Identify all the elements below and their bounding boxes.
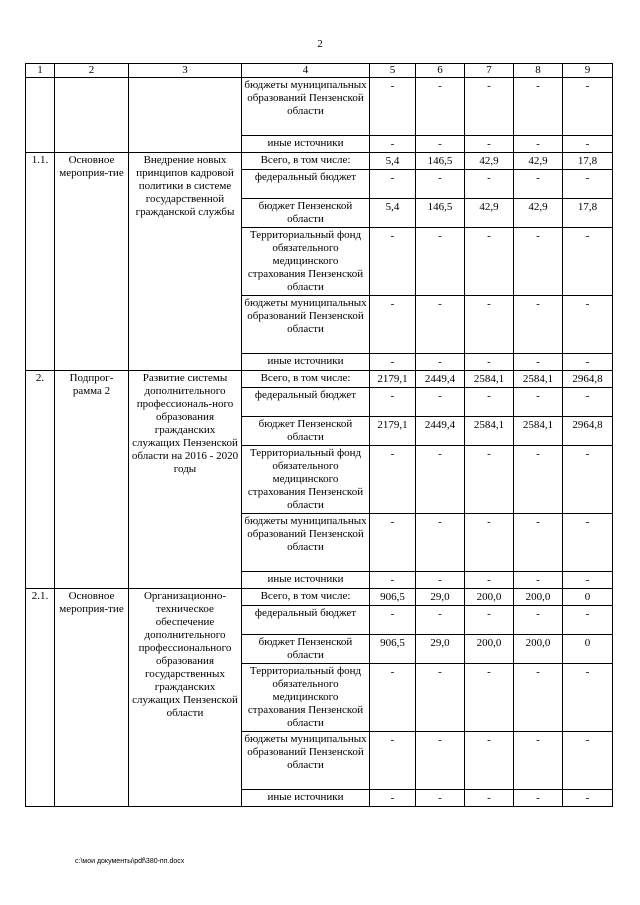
value-cell: - [465,790,514,807]
value-cell: - [563,78,613,136]
value-cell: - [416,446,465,514]
value-cell: 42,9 [514,199,563,228]
value-cell: - [465,136,514,153]
value-cell: 2449,4 [416,417,465,446]
value-cell: - [563,790,613,807]
value-cell: - [514,388,563,417]
funding-source-cell: бюджеты муниципальных образований Пензенской области [242,514,370,572]
value-cell: - [465,446,514,514]
funding-source-cell: бюджеты муниципальных образований Пензенской области [242,732,370,790]
item-type-cell: Основное мероприя-тие [55,589,129,807]
value-cell: 42,9 [465,153,514,170]
funding-source-cell: Территориальный фонд обязательного медицинского страхования Пензенской области [242,446,370,514]
value-cell: - [563,228,613,296]
value-cell: - [370,514,416,572]
column-number-header: 7 [465,64,514,78]
value-cell: - [563,732,613,790]
value-cell: - [370,664,416,732]
funding-source-cell: бюджет Пензенской области [242,635,370,664]
value-cell: - [370,572,416,589]
value-cell: - [514,136,563,153]
value-cell: - [465,732,514,790]
value-cell: 200,0 [465,589,514,606]
funding-source-cell: бюджет Пензенской области [242,199,370,228]
value-cell: 146,5 [416,199,465,228]
item-name-cell: Организационно-техническое обеспечение дополнительного профессионального образования государственных гражданских служащих Пензенской области [129,589,242,807]
value-cell: - [416,732,465,790]
value-cell: - [465,296,514,354]
value-cell: - [465,606,514,635]
item-name-cell: Развитие системы дополнительного профессиональ-ного образования гражданских служащих Пензенской области на 2016 - 2020 годы [129,371,242,589]
value-cell: - [514,514,563,572]
value-cell: - [514,572,563,589]
value-cell: 17,8 [563,153,613,170]
value-cell: - [370,296,416,354]
value-cell: 906,5 [370,635,416,664]
funding-source-cell: федеральный бюджет [242,170,370,199]
funding-source-cell: Территориальный фонд обязательного медицинского страхования Пензенской области [242,228,370,296]
column-number-header: 2 [55,64,129,78]
value-cell: - [514,78,563,136]
value-cell: - [465,388,514,417]
funding-source-cell: иные источники [242,572,370,589]
item-number-cell: 2.1. [26,589,55,807]
column-number-header: 4 [242,64,370,78]
value-cell: - [563,514,613,572]
item-type-cell: Основное мероприя-тие [55,153,129,371]
value-cell: - [416,228,465,296]
value-cell: - [416,514,465,572]
value-cell: - [563,572,613,589]
value-cell: 2584,1 [465,371,514,388]
value-cell: - [465,572,514,589]
funding-source-cell: иные источники [242,136,370,153]
value-cell: 29,0 [416,589,465,606]
value-cell: - [370,790,416,807]
value-cell: - [416,790,465,807]
value-cell: - [370,354,416,371]
funding-source-cell: Территориальный фонд обязательного медицинского страхования Пензенской области [242,664,370,732]
funding-source-cell: Всего, в том числе: [242,589,370,606]
value-cell: - [465,514,514,572]
column-number-header: 6 [416,64,465,78]
value-cell: 2964,8 [563,417,613,446]
value-cell: - [563,170,613,199]
value-cell: - [416,664,465,732]
value-cell: - [370,78,416,136]
value-cell: - [465,664,514,732]
table-row [26,371,613,388]
value-cell: 17,8 [563,199,613,228]
value-cell: - [465,78,514,136]
value-cell: - [563,296,613,354]
funding-source-cell: иные источники [242,790,370,807]
value-cell: 29,0 [416,635,465,664]
page-number: 2 [317,38,323,50]
column-number-header: 8 [514,64,563,78]
type-cell [55,78,129,153]
funding-source-cell: бюджеты муниципальных образований Пензенской области [242,296,370,354]
value-cell: - [514,664,563,732]
value-cell: - [416,170,465,199]
value-cell: 2584,1 [514,371,563,388]
value-cell: - [465,170,514,199]
item-name-cell: Внедрение новых принципов кадровой политики в системе государственной гражданской службы [129,153,242,371]
item-number-cell: 1.1. [26,153,55,371]
column-number-header: 5 [370,64,416,78]
value-cell: - [563,664,613,732]
value-cell: 2449,4 [416,371,465,388]
value-cell: - [416,136,465,153]
funding-source-cell: бюджеты муниципальных образований Пензенской области [242,78,370,136]
value-cell: - [370,388,416,417]
value-cell: - [416,572,465,589]
value-cell: 200,0 [514,589,563,606]
budget-table [25,63,613,807]
value-cell: - [514,228,563,296]
table-row [26,589,613,606]
item-type-cell: Подпрог-рамма 2 [55,371,129,589]
value-cell: - [465,354,514,371]
num-cell [26,78,55,153]
value-cell: - [370,170,416,199]
value-cell: - [514,790,563,807]
funding-source-cell: Всего, в том числе: [242,153,370,170]
value-cell: 2179,1 [370,371,416,388]
value-cell: 42,9 [514,153,563,170]
value-cell: 2584,1 [514,417,563,446]
value-cell: - [514,732,563,790]
value-cell: 5,4 [370,153,416,170]
value-cell: 2964,8 [563,371,613,388]
value-cell: - [370,228,416,296]
value-cell: - [370,446,416,514]
footer-file-path: c:\мои документы\pdf\380-пп.docx [75,858,185,865]
value-cell: - [370,136,416,153]
value-cell: - [514,606,563,635]
value-cell: 0 [563,635,613,664]
table-header-row [26,64,613,78]
column-number-header: 1 [26,64,55,78]
table-row [26,153,613,170]
name-cell [129,78,242,153]
value-cell: 906,5 [370,589,416,606]
value-cell: - [416,354,465,371]
value-cell: - [563,446,613,514]
value-cell: - [465,228,514,296]
value-cell: 2584,1 [465,417,514,446]
value-cell: 146,5 [416,153,465,170]
value-cell: - [563,388,613,417]
value-cell: - [416,78,465,136]
value-cell: 200,0 [514,635,563,664]
table-row [26,78,613,136]
value-cell: 42,9 [465,199,514,228]
value-cell: 0 [563,589,613,606]
value-cell: - [514,296,563,354]
funding-source-cell: федеральный бюджет [242,606,370,635]
value-cell: - [563,354,613,371]
column-number-header: 3 [129,64,242,78]
value-cell: - [416,388,465,417]
funding-source-cell: федеральный бюджет [242,388,370,417]
value-cell: - [370,732,416,790]
funding-source-cell: Всего, в том числе: [242,371,370,388]
value-cell: 5,4 [370,199,416,228]
value-cell: - [514,446,563,514]
funding-source-cell: иные источники [242,354,370,371]
column-number-header: 9 [563,64,613,78]
value-cell: - [416,606,465,635]
value-cell: - [514,354,563,371]
value-cell: - [563,606,613,635]
funding-source-cell: бюджет Пензенской области [242,417,370,446]
item-number-cell: 2. [26,371,55,589]
value-cell: - [416,296,465,354]
value-cell: 200,0 [465,635,514,664]
value-cell: 2179,1 [370,417,416,446]
value-cell: - [514,170,563,199]
value-cell: - [370,606,416,635]
value-cell: - [563,136,613,153]
